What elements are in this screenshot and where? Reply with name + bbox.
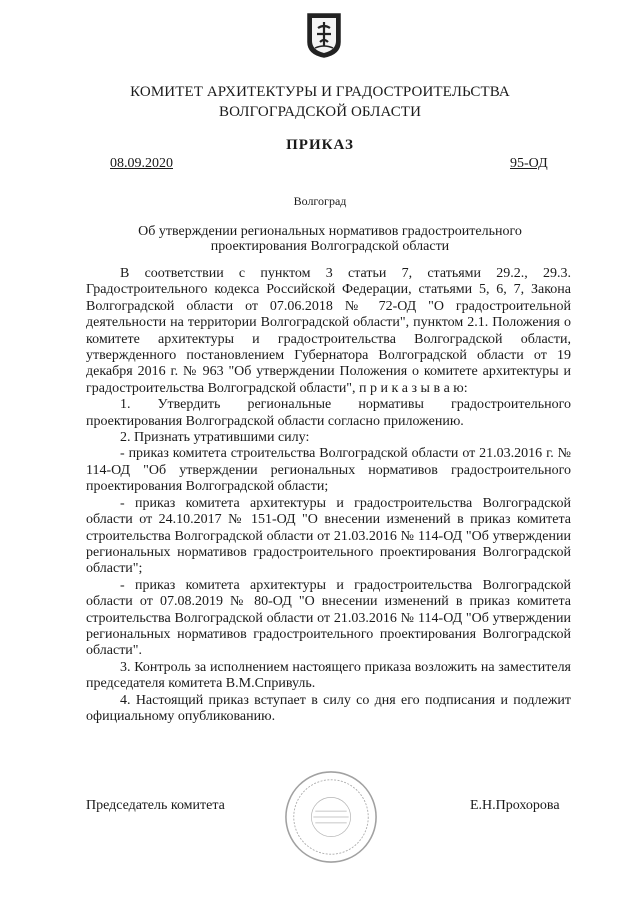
order-date: 08.09.2020 — [110, 156, 173, 171]
signatory-position: Председатель комитета — [86, 798, 225, 813]
body-paragraph-item-1: 1. Утвердить региональные нормативы градостроительного проектирования Волгоградской области согласно приложению. — [86, 397, 571, 429]
body-paragraph-item-2: 2. Признать утратившими силу: — [120, 430, 310, 446]
body-paragraph-item-3: 3. Контроль за исполнением настоящего приказа возложить на заместителя председателя комитета В.М.Спривуль. — [86, 659, 571, 692]
city-name: Волгоград — [293, 194, 347, 208]
order-number: 95-ОД — [510, 156, 548, 171]
organization-name-line-2: ВОЛГОГРАДСКОЙ ОБЛАСТИ — [218, 104, 422, 120]
official-seal-icon — [282, 768, 380, 866]
organization-name-line-1: КОМИТЕТ АРХИТЕКТУРЫ И ГРАДОСТРОИТЕЛЬСТВА — [130, 84, 510, 100]
body-paragraph-item-2-b: - приказ комитета архитектуры и градостроительства Волгоградской области от 24.10.2017 № 151-ОД "О внесении изменений в приказ комитета строительства Волгоградской области от 21.03.2016 № 114-ОД "Об утверждении региональных нормативов градостроительного проектирования Волгоградской области"; — [86, 495, 571, 577]
document-type-title: ПРИКАЗ — [286, 137, 354, 153]
signatory-name: Е.Н.Прохорова — [470, 798, 560, 813]
body-paragraph-item-2-c: - приказ комитета архитектуры и градостроительства Волгоградской области от 07.08.2019 № 80-ОД "О внесении изменений в приказ комитета строительства Волгоградской области от 21.03.2016 № 114-ОД "Об утверждении региональных нормативов градостроительного проектирования Волгоградской области". — [86, 577, 571, 659]
body-paragraph-preamble: В соответствии с пунктом 3 статьи 7, статьями 29.2., 29.3. Градостроительного кодекса Российской Федерации, статьями 5, 6, 7, Закона Волгоградской области от 07.06.2018 № 72-ОД "О градостроительной деятельности на территории Волгоградской области", пунктом 2.1. Положения о комитете архитектуры и градостроительства Волгоградской области, утвержденного постановлением Губернатора Волгоградской области от 19 декабря 2016 г. № 963 "Об утверждении Положения о комитете архитектуры и градостроительства Волгоградской области", п р и к а з ы в а ю: — [86, 266, 571, 396]
order-subject: Об утверждении региональных нормативов градостроительного проектирования Волгоградской области — [138, 224, 522, 254]
coat-of-arms-icon — [306, 12, 342, 58]
body-paragraph-item-4: 4. Настоящий приказ вступает в силу со дня его подписания и подлежит официальному опубликованию. — [86, 692, 571, 724]
body-paragraph-item-2-a: - приказ комитета строительства Волгоградской области от 21.03.2016 г. № 114-ОД "Об утверждении региональных нормативов градостроительного проектирования Волгоградской области; — [86, 446, 571, 495]
order-body — [86, 266, 571, 725]
